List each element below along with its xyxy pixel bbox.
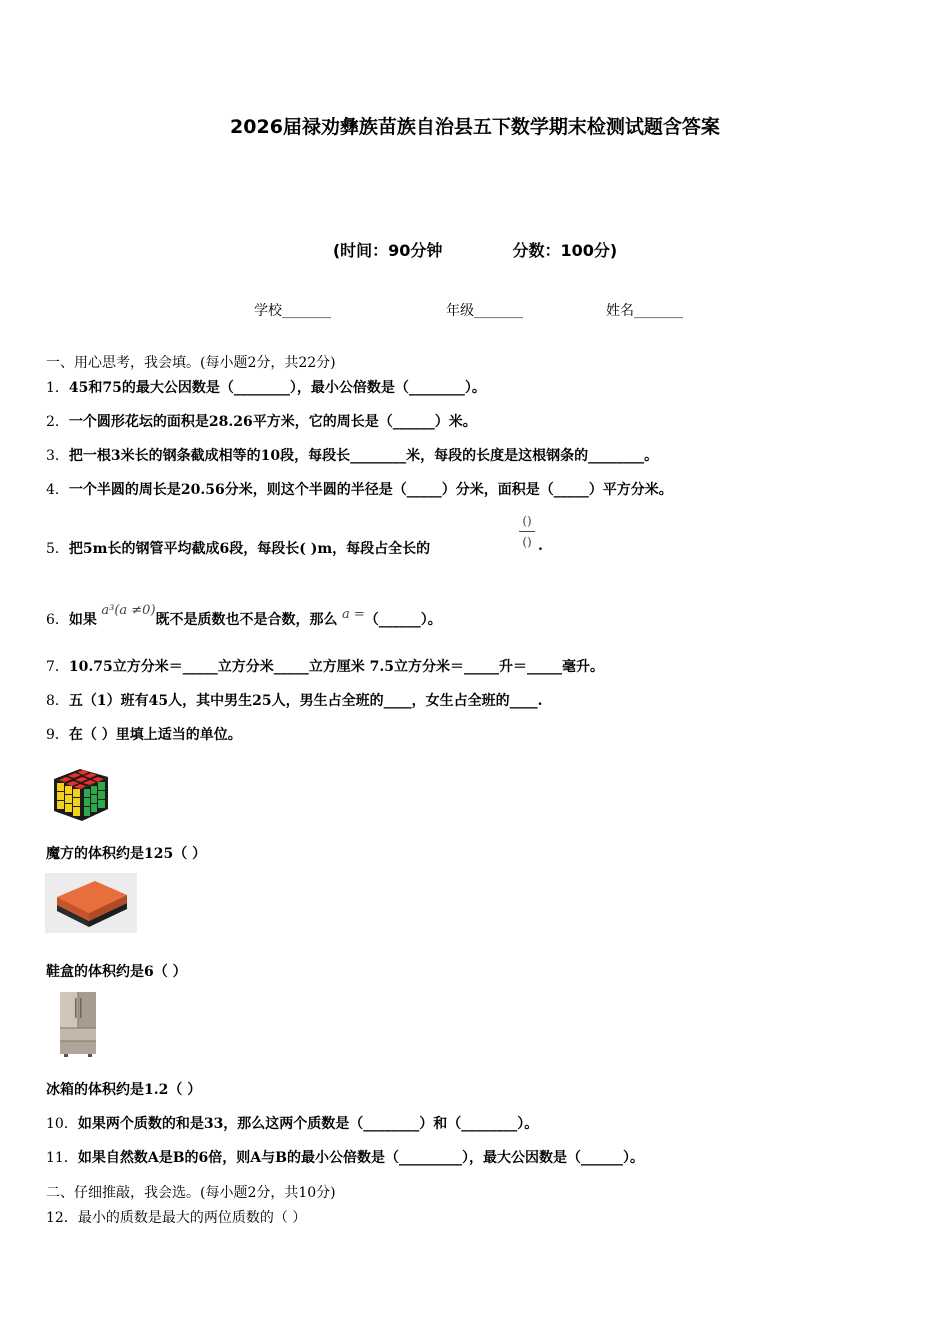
page-title: 2026届禄劝彝族苗族自治县五下数学期末检测试题含答案 xyxy=(230,116,720,138)
question-4: 4．一个半圆的周长是20.56分米，则这个半圆的半径是（_____）分米，面积是（_____）平方分米。 xyxy=(46,482,673,498)
fraction-numerator: () xyxy=(522,514,532,528)
rubiks-cube-image xyxy=(50,765,112,823)
fraction-blank xyxy=(519,514,535,549)
question-5-end: . xyxy=(538,538,543,554)
name-field: 姓名_______ xyxy=(606,303,683,319)
fridge-image xyxy=(56,990,100,1058)
question-7: 7．10.75立方分米＝_____立方分米_____立方厘米 7.5立方分米＝_____升＝_____毫升。 xyxy=(46,659,604,675)
question-12: 12．最小的质数是最大的两位质数的（ ） xyxy=(46,1210,307,1226)
section-1-heading: 一、用心思考，我会填。(每小题2分，共22分) xyxy=(46,355,336,371)
math-expression-2: a = xyxy=(341,607,365,622)
question-9: 9．在（ ）里填上适当的单位。 xyxy=(46,727,242,743)
grade-field: 年级_______ xyxy=(446,303,523,319)
fraction-bar xyxy=(519,531,535,532)
math-expression-1: a³(a ≠0) xyxy=(101,603,156,618)
shoebox-image xyxy=(45,873,137,933)
question-8: 8．五（1）班有45人，其中男生25人，男生占全班的____，女生占全班的____. xyxy=(46,693,543,709)
fraction-denominator: () xyxy=(522,535,532,549)
question-1: 1．45和75的最大公因数是（________），最小公倍数是（________）。 xyxy=(46,380,486,396)
exam-time: (时间：90分钟 xyxy=(332,241,443,260)
question-11: 11．如果自然数A是B的6倍，则A与B的最小公倍数是（_________），最大公因数是（______）。 xyxy=(46,1150,644,1166)
section-2-heading: 二、仔细推敲，我会选。(每小题2分，共10分) xyxy=(46,1185,336,1201)
cube-caption: 魔方的体积约是125（ ） xyxy=(46,846,207,862)
exam-score: 分数：100分) xyxy=(512,241,618,260)
question-6: 6．如果 a³(a ≠0)既不是质数也不是合数，那么 a =（______）。 xyxy=(46,603,442,628)
question-3: 3．把一根3米长的钢条截成相等的10段，每段长________米，每段的长度是这根钢条的________。 xyxy=(46,448,659,464)
fridge-caption: 冰箱的体积约是1.2（ ） xyxy=(46,1082,202,1098)
school-field: 学校_______ xyxy=(254,303,331,319)
question-2: 2．一个圆形花坛的面积是28.26平方米，它的周长是（______）米。 xyxy=(46,414,477,430)
question-10: 10．如果两个质数的和是33，那么这两个质数是（________）和（________）。 xyxy=(46,1116,539,1132)
question-5: 5．把5m长的钢管平均截成6段，每段长( )m，每段占全长的 xyxy=(46,541,431,557)
shoebox-caption: 鞋盒的体积约是6（ ） xyxy=(46,964,187,980)
exam-subtitle xyxy=(0,238,950,261)
